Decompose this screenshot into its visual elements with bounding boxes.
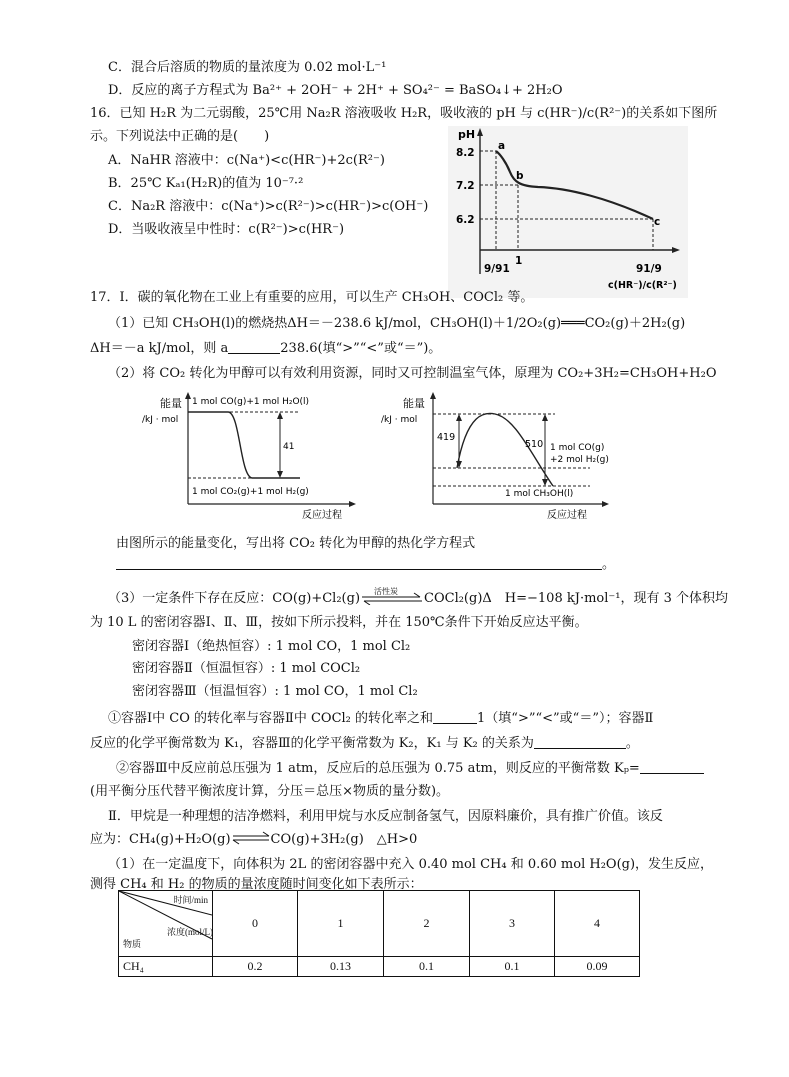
chart2-eb-value: 510 (525, 439, 544, 450)
graph-ytick-62: 6.2 (456, 214, 475, 226)
table-row (119, 957, 640, 977)
graph-ytick-72: 7.2 (456, 180, 475, 192)
table-cell: 0.1 (470, 957, 555, 977)
q17-part3-line1: （3）一定条件下存在反应：CO(g)+Cl₂(g) 活性炭 COCl₂(g)Δ H=−108 kJ·mol⁻¹，现有 3 个体积均 (108, 587, 728, 606)
chart1-ylabel: 能量 (160, 397, 182, 410)
energy-diagram-2 (375, 392, 615, 520)
q15-option-d: D．反应的离子方程式为 Ba²⁺ + 2OH⁻ + 2H⁺ + SO₄²⁻ = BaSO₄↓+ 2H₂O (108, 83, 563, 98)
catalyst-arrow: 活性炭 (360, 588, 424, 605)
table-time-header: 2 (384, 891, 470, 957)
answer-blank[interactable] (228, 353, 280, 354)
q17-part3-line2: 为 10 L 的密闭容器Ⅰ、Ⅱ、Ⅲ，按如下所示投料，并在 150℃条件下开始反应达平衡。 (90, 615, 588, 630)
chart2-mid-label-2: +2 mol H₂(g) (550, 455, 609, 465)
table-time-header: 3 (470, 891, 555, 957)
chart1-top-label: 1 mol CO(g)+1 mol H₂O(l) (192, 397, 310, 407)
q17-part1-line2: ΔH＝－a kJ/mol，则 a 238.6(填“>”“<”或“＝”)。 (90, 341, 442, 356)
concentration-table (118, 890, 640, 977)
chart1-gap-value: 41 (283, 442, 295, 452)
table-cell: 0.13 (298, 957, 384, 977)
q17-ii-line2: 应为：CH₄(g)+H₂O(g) CO(g)+3H₂(g) △H>0 (90, 832, 418, 847)
chart1-bottom-label: 1 mol CO₂(g)+1 mol H₂(g) (192, 487, 309, 497)
answer-blank[interactable] (534, 748, 626, 749)
equilibrium-arrow (231, 831, 271, 845)
q16-option-a: A．NaHR 溶液中：c(Na⁺)<c(HR⁻)+2c(R²⁻) (108, 153, 385, 168)
chart1-xlabel: 反应过程 (302, 510, 342, 520)
chart2-bottom-label: 1 mol CH₃OH(l) (505, 489, 574, 499)
q17-part2: （2）将 CO₂ 转化为甲醇可以有效利用资源，同时又可控制温室气体，原理为 CO₂+3H₂=CH₃OH+H₂O (108, 366, 717, 381)
chart2-xlabel: 反应过程 (547, 510, 587, 520)
graph-x-label: c(HR⁻)/c(R²⁻) (608, 280, 677, 291)
q17-sub2-line1: ②容器Ⅲ中反应前总压强为 1 atm，反应后的总压强为 0.75 atm，则反应的平衡常数 Kₚ= (116, 760, 704, 777)
table-time-header: 4 (555, 891, 640, 957)
table-time-header: 1 (298, 891, 384, 957)
table-row-label: CH₄ (119, 957, 213, 977)
q17-part2-question: 由图所示的能量变化，写出将 CO₂ 转化为甲醇的热化学方程式 (116, 536, 476, 551)
answer-blank[interactable] (433, 723, 477, 724)
q15-option-c: C．混合后溶质的物质的量浓度为 0.02 mol·L⁻¹ (108, 60, 387, 75)
q16-option-d: D．当吸收液呈中性时：c(R²⁻)>c(HR⁻) (108, 222, 345, 237)
equation-answer-line[interactable]: 。 (116, 556, 615, 573)
chart2-mid-label-1: 1 mol CO(g) (550, 443, 605, 453)
table-cell: 0.2 (213, 957, 298, 977)
chart1-yunit: /kJ · mol (142, 415, 179, 425)
container-3: 密闭容器Ⅲ（恒温恒容）: 1 mol CO，1 mol Cl₂ (132, 684, 418, 699)
q17-sub1-line2: 反应的化学平衡常数为 K₁，容器Ⅲ的化学平衡常数为 K₂，K₁ 与 K₂ 的关系为 。 (90, 736, 639, 751)
q16-option-c: C．Na₂R 溶液中：c(Na⁺)>c(R²⁻)>c(HR⁻)>c(OH⁻) (108, 199, 429, 214)
point-a-label: a (498, 140, 506, 152)
chart2-ylabel: 能量 (403, 397, 425, 410)
answer-blank[interactable] (640, 773, 704, 774)
q17-part1-line1: （1）已知 CH₃OH(l)的燃烧热ΔH＝－238.6 kJ/mol，CH₃OH(l)＋1/2O₂(g)═══CO₂(g)＋2H₂(g) (108, 316, 686, 331)
q16-stem-line2: 示。下列说法中正确的是( ) (90, 129, 270, 144)
energy-diagram-1 (140, 392, 365, 520)
table-cell: 0.09 (555, 957, 640, 977)
chart2-ea-value: 419 (437, 432, 456, 443)
q17-ii-part1-line1: （1）在一定温度下，向体积为 2L 的密闭容器中充入 0.40 mol CH₄ 和 0.60 mol H₂O(g)，发生反应， (108, 857, 714, 872)
q17-ii-line1: Ⅱ．甲烷是一种理想的洁净燃料，利用甲烷与水反应制备氢气，因原料廉价，具有推广价值。该反 (108, 809, 663, 824)
q17-sub1-line1: ①容器Ⅰ中 CO 的转化率与容器Ⅱ中 COCl₂ 的转化率之和 1（填“>”“<”或“＝”）；容器Ⅱ (108, 711, 654, 726)
point-c-label: c (654, 216, 661, 228)
point-b-label: b (516, 170, 524, 182)
xtick-1: 1 (515, 255, 523, 267)
container-1: 密闭容器Ⅰ（绝热恒容）: 1 mol CO，1 mol Cl₂ (132, 639, 411, 654)
xtick-9-91: 9/91 (484, 263, 510, 275)
container-2: 密闭容器Ⅱ（恒温恒容）: 1 mol COCl₂ (132, 661, 361, 676)
q17-intro: 17．Ⅰ．碳的氧化物在工业上有重要的应用，可以生产 CH₃OH、COCl₂ 等。 (90, 290, 534, 305)
q17-ii-part1-line2: 测得 CH₄ 和 H₂ 的物质的量浓度随时间变化如下表所示： (90, 877, 423, 892)
q17-sub2-line2: (用平衡分压代替平衡浓度计算，分压＝总压×物质的量分数)。 (90, 784, 450, 799)
q16-option-b: B．25℃ Kₐ₁(H₂R)的值为 10⁻⁷·² (108, 176, 304, 191)
graph-y-label: pH (458, 128, 476, 141)
xtick-91-9: 91/9 (636, 263, 662, 275)
table-corner-cell: 时间/min 浓度(mol/L) 物质 (119, 891, 213, 957)
graph-ytick-82: 8.2 (456, 147, 475, 159)
table-time-header: 0 (213, 891, 298, 957)
chart2-yunit: /kJ · mol (381, 415, 418, 425)
table-cell: 0.1 (384, 957, 470, 977)
q16-stem-line1: 16．已知 H₂R 为二元弱酸，25℃用 Na₂R 溶液吸收 H₂R，吸收液的 pH 与 c(HR⁻)/c(R²⁻)的关系如下图所 (90, 106, 718, 121)
ph-ratio-graph (448, 126, 688, 298)
